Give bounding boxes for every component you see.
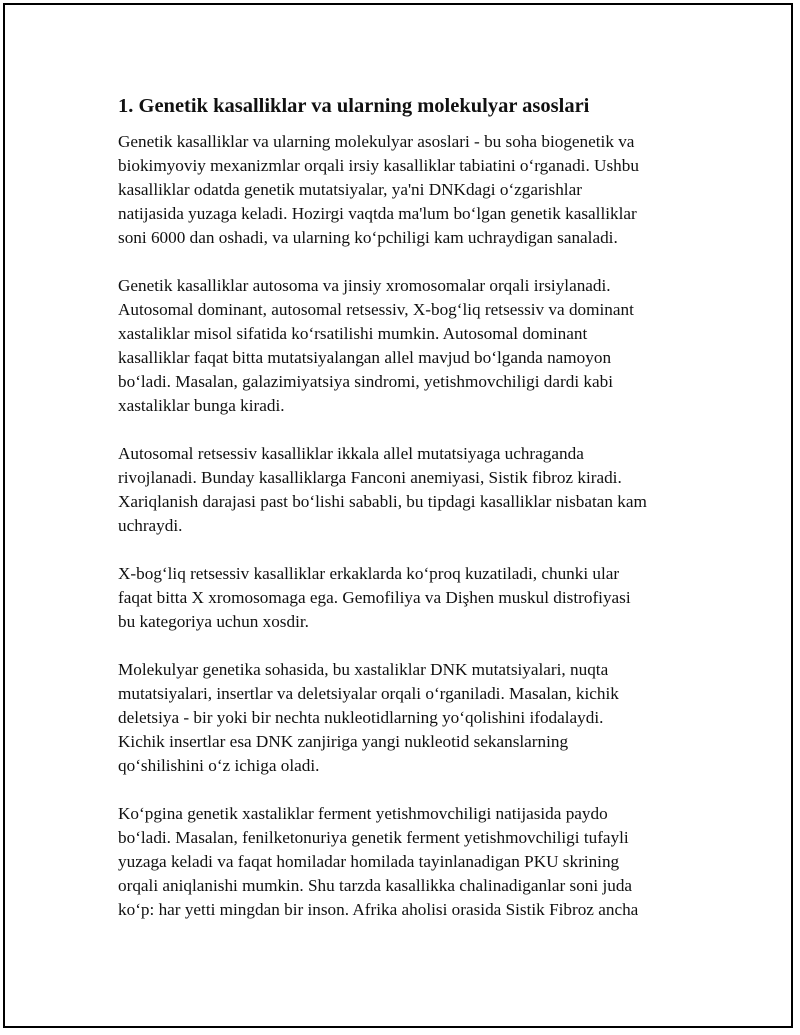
text-line: deletsiya - bir yoki bir nechta nukleotidlarning yo‘qolishini ifodalaydi. — [118, 708, 604, 727]
text-line: rivojlanadi. Bunday kasalliklarga Fanconi anemiyasi, Sistik fibroz kiradi. — [118, 468, 622, 487]
text-line: bu kategoriya uchun xosdir. — [118, 612, 309, 631]
text-line: faqat bitta X xromosomaga ega. Gemofiliya va Dişhen muskul distrofiyasi — [118, 588, 631, 607]
text-line: bo‘ladi. Masalan, fenilketonuriya genetik ferment yetishmovchiligi tufayli — [118, 828, 629, 847]
text-line: natijasida yuzaga keladi. Hozirgi vaqtda ma'lum bo‘lgan genetik kasalliklar — [118, 204, 637, 223]
text-line: Genetik kasalliklar autosoma va jinsiy xromosomalar orqali irsiylanadi. — [118, 276, 611, 295]
text-line: ko‘p: har yetti mingdan bir inson. Afrika aholisi orasida Sistik Fibroz ancha — [118, 900, 639, 919]
text-line: yuzaga keladi va faqat homiladar homilada tayinlanadigan PKU skrining — [118, 852, 620, 871]
text-line: X-bog‘liq retsessiv kasalliklar erkaklarda ko‘proq kuzatiladi, chunki ular — [118, 564, 620, 583]
text-line: biokimyoviy mexanizmlar orqali irsiy kasalliklar tabiatini o‘rganadi. Ushbu — [118, 156, 639, 175]
text-line: Kichik insertlar esa DNK zanjiriga yangi nukleotid sekanslarning — [118, 732, 569, 751]
text-line: bo‘ladi. Masalan, galazimiyatsiya sindromi, yetishmovchiligi dardi kabi — [118, 372, 613, 391]
text-line: Autosomal retsessiv kasalliklar ikkala allel mutatsiyaga uchraganda — [118, 444, 584, 463]
text-line: mutatsiyalari, insertlar va deletsiyalar orqali o‘rganiladi. Masalan, kichik — [118, 684, 619, 703]
text-line: xastaliklar misol sifatida ko‘rsatilishi mumkin. Autosomal dominant — [118, 324, 588, 343]
text-line: uchraydi. — [118, 516, 183, 535]
paragraph-2 — [118, 274, 688, 418]
text-line: xastaliklar bunga kiradi. — [118, 396, 285, 415]
text-line: Ko‘pgina genetik xastaliklar ferment yetishmovchiligi natijasida paydo — [118, 804, 608, 823]
text-line: Xariqlanish darajasi past bo‘lishi sababli, bu tipdagi kasalliklar nisbatan kam — [118, 492, 647, 511]
paragraph-1 — [118, 130, 688, 250]
text-line: Autosomal dominant, autosomal retsessiv, X-bog‘liq retsessiv va dominant — [118, 300, 634, 319]
text-line: orqali aniqlanishi mumkin. Shu tarzda kasallikka chalinadiganlar soni juda — [118, 876, 633, 895]
text-line: kasalliklar faqat bitta mutatsiyalangan allel mavjud bo‘lganda namoyon — [118, 348, 612, 367]
text-line: qo‘shilishini o‘z ichiga oladi. — [118, 756, 320, 775]
paragraph-4 — [118, 562, 688, 634]
paragraph-5 — [118, 658, 688, 778]
text-line: kasalliklar odatda genetik mutatsiyalar, ya'ni DNKdagi o‘zgarishlar — [118, 180, 582, 199]
section-heading: 1. Genetik kasalliklar va ularning molekulyar asoslari — [118, 95, 590, 117]
text-line: Molekulyar genetika sohasida, bu xastaliklar DNK mutatsiyalari, nuqta — [118, 660, 609, 679]
text-line: soni 6000 dan oshadi, va ularning ko‘pchiligi kam uchraydigan sanaladi. — [118, 228, 618, 247]
paragraph-3 — [118, 442, 688, 538]
paragraph-6 — [118, 802, 688, 922]
text-line: Genetik kasalliklar va ularning molekulyar asoslari - bu soha biogenetik va — [118, 132, 635, 151]
document-body — [118, 92, 688, 946]
